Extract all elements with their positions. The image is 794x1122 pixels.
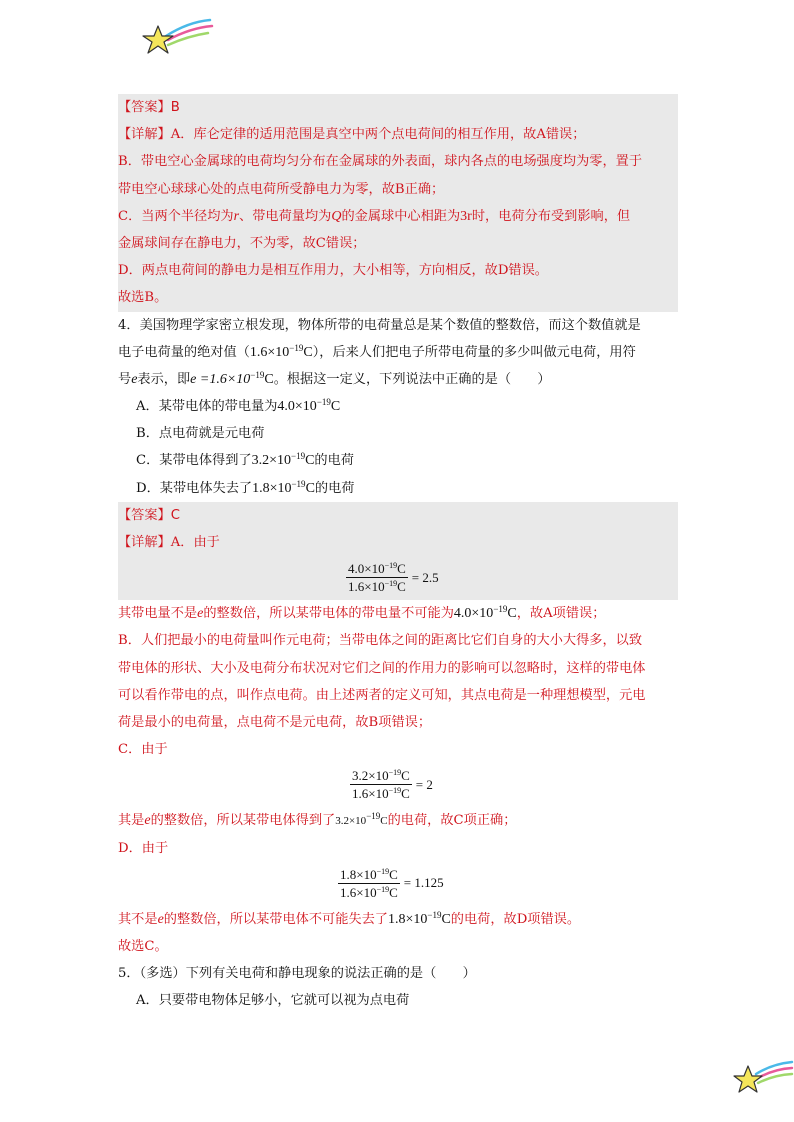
answer-value: B [170, 100, 180, 115]
option-b: B．点电荷就是元电荷 [136, 426, 265, 442]
detail-line: B．人们把最小的电荷量叫作元电荷；当带电体之间的距离比它们自身的大小大得多，以致 [118, 633, 642, 649]
option-a: A．某带电体的带电量为$4.0\times 10^{-19}C$ [136, 397, 341, 415]
answer-tag: 【答案】 [118, 507, 171, 523]
answer-tag: 【答案】 [118, 100, 171, 115]
detail-line: 带电空心球球心处的点电荷所受静电力为零，故B正确； [118, 181, 445, 197]
option-c: C．某带电体得到了$3.2\times 10^{-19}C$的电荷 [136, 451, 354, 469]
final-choice: 故选C。 [118, 938, 168, 954]
detail-line: 带电体的形状、大小及电荷分布状况对它们之间的作用力的影响可以忽略时，这样的带电体 [118, 660, 646, 676]
answer-block-q3 [118, 94, 678, 312]
answer-value: C [170, 507, 180, 523]
detail-line: A．库仑定律的适用范围是真空中两个点电荷间的相互作用，故A错误； [170, 127, 586, 143]
question-stem-line: 电子电荷量的绝对值$(1.6\times 10^{-19}C)$，后来人们把电子所带电荷量的多少叫做元电荷，用符 [118, 342, 636, 360]
detail-line: 其不是e的整数倍，所以某带电体不可能失去了$1.8\times 10^{-19}C$的电荷，故D项错误。 [118, 909, 581, 927]
option-d: D．某带电体失去了$1.8\times 10^{-19}C$的电荷 [136, 478, 355, 496]
shooting-star-icon [138, 14, 218, 58]
answer-block-q4-cont [118, 600, 678, 960]
detail-line: 其带电量不是e的整数倍，所以某带电体的带电量不可能为$4.0\times 10^{-19}C$，故A项错误； [118, 604, 606, 622]
detail-line: D．两点电荷间的静电力是相互作用力，大小相等，方向相反，故D错误。 [118, 263, 548, 279]
shooting-star-icon [730, 1058, 794, 1098]
detail-line: D．由于 [118, 840, 169, 856]
detail-tag: 【详解】 [118, 127, 171, 143]
fraction-equation: $\frac{1.8\times 10^{-19}C}{1.6\times 10^{-19}C}$ = 1.125 [340, 866, 444, 900]
detail-line: B．带电空心金属球的电荷均匀分布在金属球的外表面，球内各点的电场强度均为零，置于 [118, 154, 642, 170]
question-stem-line: 号e表示，即$e =1.6\times 10^{-19}C$。根据这一定义，下列说法中正确的是（ ） [118, 369, 551, 387]
question-5 [118, 960, 678, 1014]
detail-line: 荷是最小的电荷量，点电荷不是元电荷，故B项错误； [118, 714, 432, 730]
detail-line: 其是e的整数倍，所以某带电体得到了$3.2\times 10^{-19}C$的电荷，故C项正确； [118, 811, 517, 829]
document-body [118, 94, 678, 1014]
detail-line: C．当两个半径均为r、带电荷量均为Q的金属球中心相距为3r时，电荷分布受到影响，但 [118, 208, 631, 224]
detail-line: C．由于 [118, 742, 168, 758]
question-4 [118, 312, 678, 502]
question-stem-line: 4．美国物理学家密立根发现，物体所带的电荷量总是某个数值的整数倍，而这个数值就是 [118, 317, 641, 333]
answer-block-q4 [118, 502, 678, 600]
detail-line: 可以看作带电的点，叫作点电荷。由上述两者的定义可知，其点电荷是一种理想模型，元电 [118, 687, 646, 703]
fraction-equation: $\frac{3.2\times 10^{-19}C}{1.6\times 10^{-19}C}$ = 2 [352, 768, 433, 802]
question-stem-line: 5．（多选）下列有关电荷和静电现象的说法正确的是（ ） [118, 966, 476, 982]
option-a: A．只要带电物体足够小，它就可以视为点电荷 [136, 993, 410, 1009]
detail-line: 金属球间存在静电力，不为零，故C错误； [118, 235, 366, 251]
fraction-equation: $\frac{4.0\times 10^{-19}C}{1.6\times 10^{-19}C}$ = 2.5 [348, 561, 439, 595]
detail-line: A．由于 [170, 535, 220, 550]
detail-tag: 【详解】 [118, 535, 171, 550]
final-choice: 故选B。 [118, 290, 168, 306]
